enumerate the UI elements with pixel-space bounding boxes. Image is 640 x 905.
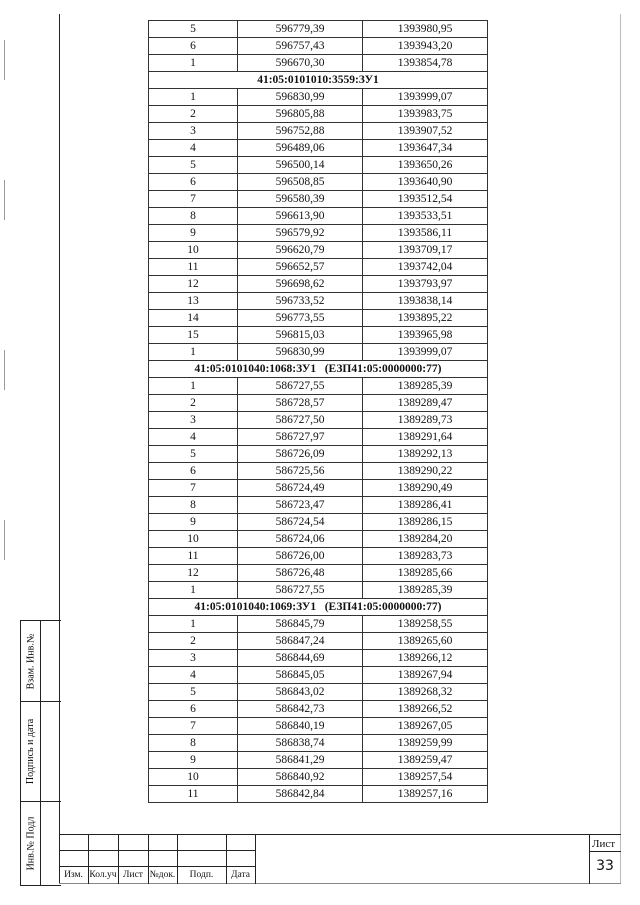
x-coordinate: 596752,88: [238, 123, 363, 140]
x-coordinate: 586727,55: [238, 378, 363, 395]
y-coordinate: 1389266,52: [363, 701, 488, 718]
point-number: 2: [149, 395, 238, 412]
y-coordinate: 1393980,95: [363, 21, 488, 38]
table-row: [149, 684, 488, 701]
x-coordinate: 596670,30: [238, 55, 363, 72]
coordinates-table: [148, 20, 488, 803]
point-number: 6: [149, 701, 238, 718]
point-number: 8: [149, 735, 238, 752]
y-coordinate: 1389283,73: [363, 548, 488, 565]
point-number: 6: [149, 38, 238, 55]
y-coordinate: 1389292,13: [363, 446, 488, 463]
x-coordinate: 586841,29: [238, 752, 363, 769]
x-coordinate: 586726,00: [238, 548, 363, 565]
y-coordinate: 1393586,11: [363, 225, 488, 242]
y-coordinate: 1389267,05: [363, 718, 488, 735]
x-coordinate: 586838,74: [238, 735, 363, 752]
stamp-label-podp: Подп.: [189, 870, 214, 880]
y-coordinate: 1393854,78: [363, 55, 488, 72]
point-number: 1: [149, 616, 238, 633]
binding-mark: [4, 40, 5, 80]
point-number: 3: [149, 412, 238, 429]
point-number: 10: [149, 242, 238, 259]
y-coordinate: 1393999,07: [363, 89, 488, 106]
point-number: 2: [149, 106, 238, 123]
x-coordinate: 586842,73: [238, 701, 363, 718]
x-coordinate: 596500,14: [238, 157, 363, 174]
point-number: 8: [149, 208, 238, 225]
x-coordinate: 586845,05: [238, 667, 363, 684]
y-coordinate: 1389289,73: [363, 412, 488, 429]
point-number: 11: [149, 548, 238, 565]
x-coordinate: 596613,90: [238, 208, 363, 225]
point-number: 11: [149, 786, 238, 803]
y-coordinate: 1389285,66: [363, 565, 488, 582]
side-stamp-vzam: Взам. Инв.№: [25, 633, 37, 689]
x-coordinate: 586843,02: [238, 684, 363, 701]
table-row: [149, 752, 488, 769]
x-coordinate: 596830,99: [238, 89, 363, 106]
y-coordinate: 1393895,22: [363, 310, 488, 327]
sheet-number: 33: [596, 858, 614, 874]
table-row: [149, 242, 488, 259]
y-coordinate: 1389265,60: [363, 633, 488, 650]
point-number: 7: [149, 191, 238, 208]
y-coordinate: 1389286,15: [363, 514, 488, 531]
sheet-label: Лист: [592, 838, 616, 850]
table-row: [149, 429, 488, 446]
y-coordinate: 1389259,47: [363, 752, 488, 769]
x-coordinate: 596580,39: [238, 191, 363, 208]
parcel-id: 41:05:0101010:3559:ЗУ1: [149, 72, 488, 89]
table-row: [149, 548, 488, 565]
x-coordinate: 596805,88: [238, 106, 363, 123]
table-row: [149, 633, 488, 650]
binding-mark: [4, 520, 5, 560]
y-coordinate: 1389259,99: [363, 735, 488, 752]
table-row: [149, 514, 488, 531]
table-row: [149, 208, 488, 225]
point-number: 4: [149, 667, 238, 684]
table-row: [149, 480, 488, 497]
y-coordinate: 1389268,32: [363, 684, 488, 701]
point-number: 11: [149, 259, 238, 276]
y-coordinate: 1389286,41: [363, 497, 488, 514]
parcel-header-row: [149, 361, 488, 378]
y-coordinate: 1389257,54: [363, 769, 488, 786]
point-number: 1: [149, 582, 238, 599]
stamp-label-kol: Кол.уч: [89, 870, 117, 880]
table-row: [149, 616, 488, 633]
table-row: [149, 412, 488, 429]
y-coordinate: 1393650,26: [363, 157, 488, 174]
y-coordinate: 1389290,49: [363, 480, 488, 497]
table-row: [149, 259, 488, 276]
table-row: [149, 276, 488, 293]
y-coordinate: 1389291,64: [363, 429, 488, 446]
point-number: 5: [149, 446, 238, 463]
y-coordinate: 1389285,39: [363, 378, 488, 395]
table-row: [149, 582, 488, 599]
point-number: 9: [149, 225, 238, 242]
table-row: [149, 446, 488, 463]
point-number: 9: [149, 752, 238, 769]
y-coordinate: 1389267,94: [363, 667, 488, 684]
point-number: 12: [149, 276, 238, 293]
point-number: 5: [149, 684, 238, 701]
table-row: [149, 38, 488, 55]
y-coordinate: 1393943,20: [363, 38, 488, 55]
binding-mark: [4, 350, 5, 390]
side-stamp-divider: [40, 621, 41, 885]
x-coordinate: 596773,55: [238, 310, 363, 327]
point-number: 9: [149, 514, 238, 531]
table-row: [149, 395, 488, 412]
title-block: [59, 834, 621, 884]
y-coordinate: 1389285,39: [363, 582, 488, 599]
point-number: 1: [149, 378, 238, 395]
side-stamp: [20, 620, 61, 886]
side-stamp-podpis: Подпись и дата: [25, 718, 36, 784]
point-number: 5: [149, 157, 238, 174]
table-row: [149, 123, 488, 140]
point-number: 1: [149, 344, 238, 361]
x-coordinate: 586840,92: [238, 769, 363, 786]
parcel-id: 41:05:0101040:1068:ЗУ1 (ЕЗП41:05:0000000:77): [149, 361, 488, 378]
x-coordinate: 586840,19: [238, 718, 363, 735]
stamp-label-data: Дата: [231, 870, 250, 880]
parcel-id: 41:05:0101040:1069:ЗУ1 (ЕЗП41:05:0000000:77): [149, 599, 488, 616]
table-row: [149, 701, 488, 718]
x-coordinate: 586728,57: [238, 395, 363, 412]
point-number: 12: [149, 565, 238, 582]
y-coordinate: 1393965,98: [363, 327, 488, 344]
point-number: 5: [149, 21, 238, 38]
x-coordinate: 586845,79: [238, 616, 363, 633]
x-coordinate: 586723,47: [238, 497, 363, 514]
table-row: [149, 344, 488, 361]
point-number: 2: [149, 633, 238, 650]
table-row: [149, 191, 488, 208]
x-coordinate: 586847,24: [238, 633, 363, 650]
table-row: [149, 293, 488, 310]
y-coordinate: 1393983,75: [363, 106, 488, 123]
table-row: [149, 89, 488, 106]
x-coordinate: 586725,56: [238, 463, 363, 480]
table-row: [149, 667, 488, 684]
stamp-label-list: Лист: [123, 870, 143, 880]
table-row: [149, 310, 488, 327]
x-coordinate: 596579,92: [238, 225, 363, 242]
point-number: 6: [149, 174, 238, 191]
y-coordinate: 1393533,51: [363, 208, 488, 225]
x-coordinate: 586844,69: [238, 650, 363, 667]
y-coordinate: 1389257,16: [363, 786, 488, 803]
point-number: 1: [149, 89, 238, 106]
y-coordinate: 1389284,20: [363, 531, 488, 548]
x-coordinate: 596489,06: [238, 140, 363, 157]
table-row: [149, 565, 488, 582]
y-coordinate: 1389290,22: [363, 463, 488, 480]
point-number: 3: [149, 650, 238, 667]
y-coordinate: 1393999,07: [363, 344, 488, 361]
x-coordinate: 596757,43: [238, 38, 363, 55]
y-coordinate: 1393742,04: [363, 259, 488, 276]
y-coordinate: 1393838,14: [363, 293, 488, 310]
table-row: [149, 378, 488, 395]
x-coordinate: 586842,84: [238, 786, 363, 803]
x-coordinate: 586724,06: [238, 531, 363, 548]
table-row: [149, 650, 488, 667]
y-coordinate: 1389289,47: [363, 395, 488, 412]
y-coordinate: 1393640,90: [363, 174, 488, 191]
table-row: [149, 735, 488, 752]
table-row: [149, 21, 488, 38]
y-coordinate: 1393793,97: [363, 276, 488, 293]
x-coordinate: 596698,62: [238, 276, 363, 293]
table-row: [149, 174, 488, 191]
x-coordinate: 586724,54: [238, 514, 363, 531]
point-number: 4: [149, 140, 238, 157]
y-coordinate: 1393647,34: [363, 140, 488, 157]
table-row: [149, 531, 488, 548]
x-coordinate: 596652,57: [238, 259, 363, 276]
table-row: [149, 463, 488, 480]
table-row: [149, 327, 488, 344]
y-coordinate: 1389266,12: [363, 650, 488, 667]
x-coordinate: 586727,50: [238, 412, 363, 429]
x-coordinate: 596733,52: [238, 293, 363, 310]
point-number: 7: [149, 718, 238, 735]
table-row: [149, 157, 488, 174]
point-number: 13: [149, 293, 238, 310]
y-coordinate: 1393907,52: [363, 123, 488, 140]
x-coordinate: 586726,48: [238, 565, 363, 582]
x-coordinate: 596508,85: [238, 174, 363, 191]
y-coordinate: 1389258,55: [363, 616, 488, 633]
parcel-header-row: [149, 72, 488, 89]
x-coordinate: 586726,09: [238, 446, 363, 463]
side-stamp-inv: Инв.№ Подл: [25, 816, 37, 870]
table-row: [149, 225, 488, 242]
table-row: [149, 140, 488, 157]
x-coordinate: 586727,55: [238, 582, 363, 599]
y-coordinate: 1393709,17: [363, 242, 488, 259]
parcel-header-row: [149, 599, 488, 616]
y-coordinate: 1393512,54: [363, 191, 488, 208]
x-coordinate: 596620,79: [238, 242, 363, 259]
stamp-label-izm: Изм.: [64, 870, 83, 880]
table-row: [149, 769, 488, 786]
point-number: 6: [149, 463, 238, 480]
x-coordinate: 596779,39: [238, 21, 363, 38]
x-coordinate: 596815,03: [238, 327, 363, 344]
table-row: [149, 786, 488, 803]
point-number: 8: [149, 497, 238, 514]
x-coordinate: 596830,99: [238, 344, 363, 361]
point-number: 1: [149, 55, 238, 72]
point-number: 15: [149, 327, 238, 344]
point-number: 4: [149, 429, 238, 446]
table-row: [149, 497, 488, 514]
binding-mark: [4, 180, 5, 220]
point-number: 7: [149, 480, 238, 497]
x-coordinate: 586724,49: [238, 480, 363, 497]
table-row: [149, 718, 488, 735]
point-number: 10: [149, 531, 238, 548]
point-number: 3: [149, 123, 238, 140]
point-number: 10: [149, 769, 238, 786]
stamp-label-ndok: №док.: [149, 870, 176, 880]
table-row: [149, 106, 488, 123]
point-number: 14: [149, 310, 238, 327]
table-row: [149, 55, 488, 72]
x-coordinate: 586727,97: [238, 429, 363, 446]
frame-right-border: [620, 14, 621, 884]
